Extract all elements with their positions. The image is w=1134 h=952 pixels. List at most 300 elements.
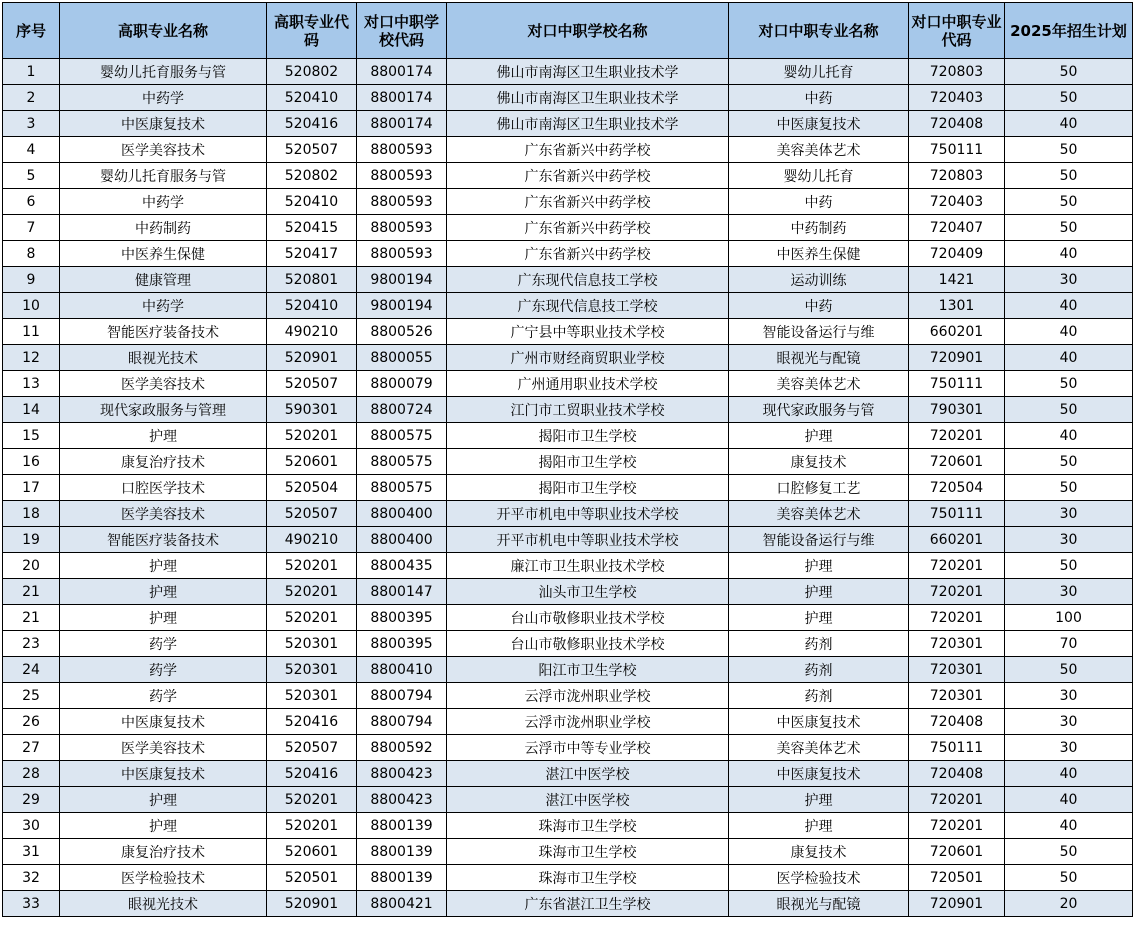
cell-plan-2025[interactable]: 30: [1005, 683, 1133, 709]
cell-index[interactable]: 19: [3, 527, 60, 553]
cell-index[interactable]: 16: [3, 449, 60, 475]
cell-hv-major-code[interactable]: 520201: [267, 605, 357, 631]
cell-sv-major-name[interactable]: 婴幼儿托育: [729, 163, 909, 189]
header-cell-index[interactable]: 序号: [3, 3, 60, 59]
cell-plan-2025[interactable]: 50: [1005, 137, 1133, 163]
cell-plan-2025[interactable]: 50: [1005, 657, 1133, 683]
cell-school-name[interactable]: 珠海市卫生学校: [447, 865, 729, 891]
cell-hv-major-name[interactable]: 药学: [60, 657, 267, 683]
cell-index[interactable]: 15: [3, 423, 60, 449]
cell-hv-major-name[interactable]: 医学美容技术: [60, 735, 267, 761]
cell-sv-major-name[interactable]: 护理: [729, 787, 909, 813]
cell-index[interactable]: 21: [3, 579, 60, 605]
table-row: [3, 735, 1133, 761]
cell-sv-major-name[interactable]: 眼视光与配镜: [729, 891, 909, 917]
cell-sv-major-code[interactable]: 720901: [909, 891, 1005, 917]
cell-school-name[interactable]: 广东省新兴中药学校: [447, 189, 729, 215]
table-row: [3, 605, 1133, 631]
cell-sv-major-code[interactable]: 720201: [909, 579, 1005, 605]
cell-sv-major-name[interactable]: 药剂: [729, 657, 909, 683]
table-row: [3, 293, 1133, 319]
cell-plan-2025[interactable]: 50: [1005, 865, 1133, 891]
cell-hv-major-code[interactable]: 520410: [267, 189, 357, 215]
cell-sv-major-name[interactable]: 美容美体艺术: [729, 501, 909, 527]
cell-hv-major-code[interactable]: 520501: [267, 865, 357, 891]
cell-index[interactable]: 24: [3, 657, 60, 683]
cell-sv-major-code[interactable]: 720301: [909, 683, 1005, 709]
table-row: [3, 579, 1133, 605]
cell-sv-major-name[interactable]: 智能设备运行与维: [729, 319, 909, 345]
cell-school-code[interactable]: 8800423: [357, 761, 447, 787]
cell-sv-major-name[interactable]: 药剂: [729, 631, 909, 657]
cell-school-name[interactable]: 湛江中医学校: [447, 761, 729, 787]
cell-plan-2025[interactable]: 30: [1005, 709, 1133, 735]
cell-hv-major-name[interactable]: 中药学: [60, 85, 267, 111]
cell-hv-major-code[interactable]: 520201: [267, 787, 357, 813]
cell-sv-major-code[interactable]: 1301: [909, 293, 1005, 319]
cell-school-name[interactable]: 广东省新兴中药学校: [447, 163, 729, 189]
cell-school-name[interactable]: 开平市机电中等职业技术学校: [447, 501, 729, 527]
cell-hv-major-name[interactable]: 中药学: [60, 293, 267, 319]
cell-sv-major-name[interactable]: 中医养生保健: [729, 241, 909, 267]
cell-hv-major-name[interactable]: 眼视光技术: [60, 891, 267, 917]
cell-hv-major-code[interactable]: 490210: [267, 319, 357, 345]
cell-index[interactable]: 4: [3, 137, 60, 163]
cell-sv-major-code[interactable]: 720408: [909, 111, 1005, 137]
cell-school-code[interactable]: 8800575: [357, 449, 447, 475]
cell-school-code[interactable]: 8800400: [357, 501, 447, 527]
cell-plan-2025[interactable]: 50: [1005, 475, 1133, 501]
cell-index[interactable]: 11: [3, 319, 60, 345]
cell-school-name[interactable]: 湛江中医学校: [447, 787, 729, 813]
cell-index[interactable]: 13: [3, 371, 60, 397]
cell-school-code[interactable]: 8800575: [357, 475, 447, 501]
cell-plan-2025[interactable]: 40: [1005, 345, 1133, 371]
cell-sv-major-name[interactable]: 护理: [729, 605, 909, 631]
table-row: [3, 865, 1133, 891]
cell-plan-2025[interactable]: 50: [1005, 371, 1133, 397]
cell-index[interactable]: 29: [3, 787, 60, 813]
header-cell-sv-major-code[interactable]: 对口中职专业代码: [909, 3, 1005, 59]
cell-hv-major-code[interactable]: 520416: [267, 761, 357, 787]
cell-school-name[interactable]: 台山市敬修职业技术学校: [447, 631, 729, 657]
header-cell-plan-2025[interactable]: 2025年招生计划: [1005, 3, 1133, 59]
cell-sv-major-name[interactable]: 中医康复技术: [729, 761, 909, 787]
cell-plan-2025[interactable]: 50: [1005, 839, 1133, 865]
cell-sv-major-code[interactable]: 720901: [909, 345, 1005, 371]
cell-index[interactable]: 18: [3, 501, 60, 527]
cell-sv-major-name[interactable]: 美容美体艺术: [729, 735, 909, 761]
table-body: [3, 59, 1133, 917]
cell-school-name[interactable]: 揭阳市卫生学校: [447, 475, 729, 501]
table-row: [3, 631, 1133, 657]
cell-sv-major-code[interactable]: 720504: [909, 475, 1005, 501]
cell-sv-major-code[interactable]: 720601: [909, 839, 1005, 865]
cell-sv-major-name[interactable]: 运动训练: [729, 267, 909, 293]
cell-plan-2025[interactable]: 40: [1005, 293, 1133, 319]
cell-school-code[interactable]: 9800194: [357, 293, 447, 319]
cell-index[interactable]: 27: [3, 735, 60, 761]
cell-plan-2025[interactable]: 40: [1005, 241, 1133, 267]
cell-index[interactable]: 26: [3, 709, 60, 735]
cell-index[interactable]: 21: [3, 605, 60, 631]
cell-sv-major-name[interactable]: 现代家政服务与管: [729, 397, 909, 423]
cell-hv-major-name[interactable]: 康复治疗技术: [60, 449, 267, 475]
cell-school-name[interactable]: 廉江市卫生职业技术学校: [447, 553, 729, 579]
table-row: [3, 787, 1133, 813]
cell-sv-major-name[interactable]: 眼视光与配镜: [729, 345, 909, 371]
cell-school-code[interactable]: 8800147: [357, 579, 447, 605]
cell-plan-2025[interactable]: 40: [1005, 813, 1133, 839]
table-row: [3, 345, 1133, 371]
cell-school-code[interactable]: 8800526: [357, 319, 447, 345]
cell-school-name[interactable]: 汕头市卫生学校: [447, 579, 729, 605]
cell-school-name[interactable]: 阳江市卫生学校: [447, 657, 729, 683]
cell-sv-major-code[interactable]: 720803: [909, 59, 1005, 85]
cell-school-name[interactable]: 揭阳市卫生学校: [447, 423, 729, 449]
cell-plan-2025[interactable]: 50: [1005, 85, 1133, 111]
cell-school-code[interactable]: 8800174: [357, 59, 447, 85]
cell-plan-2025[interactable]: 40: [1005, 423, 1133, 449]
cell-hv-major-name[interactable]: 护理: [60, 553, 267, 579]
cell-sv-major-code[interactable]: 720501: [909, 865, 1005, 891]
cell-hv-major-code[interactable]: 520415: [267, 215, 357, 241]
cell-sv-major-name[interactable]: 中医康复技术: [729, 111, 909, 137]
cell-plan-2025[interactable]: 50: [1005, 59, 1133, 85]
cell-index[interactable]: 10: [3, 293, 60, 319]
table-row: [3, 111, 1133, 137]
cell-school-code[interactable]: 8800421: [357, 891, 447, 917]
cell-hv-major-code[interactable]: 520417: [267, 241, 357, 267]
cell-index[interactable]: 12: [3, 345, 60, 371]
cell-sv-major-name[interactable]: 护理: [729, 579, 909, 605]
cell-sv-major-code[interactable]: 720803: [909, 163, 1005, 189]
cell-hv-major-code[interactable]: 590301: [267, 397, 357, 423]
cell-school-name[interactable]: 广东现代信息技工学校: [447, 293, 729, 319]
table-row: [3, 813, 1133, 839]
cell-hv-major-name[interactable]: 医学美容技术: [60, 371, 267, 397]
enrollment-table: [2, 2, 1133, 917]
cell-plan-2025[interactable]: 40: [1005, 787, 1133, 813]
cell-hv-major-name[interactable]: 医学美容技术: [60, 137, 267, 163]
cell-school-code[interactable]: 8800592: [357, 735, 447, 761]
cell-hv-major-name[interactable]: 智能医疗装备技术: [60, 319, 267, 345]
cell-sv-major-code[interactable]: 720301: [909, 657, 1005, 683]
cell-school-code[interactable]: 8800575: [357, 423, 447, 449]
cell-sv-major-name[interactable]: 护理: [729, 423, 909, 449]
table-row: [3, 163, 1133, 189]
cell-sv-major-code[interactable]: 720408: [909, 709, 1005, 735]
cell-hv-major-code[interactable]: 520507: [267, 371, 357, 397]
cell-school-code[interactable]: 8800593: [357, 137, 447, 163]
cell-sv-major-name[interactable]: 婴幼儿托育: [729, 59, 909, 85]
cell-sv-major-name[interactable]: 智能设备运行与维: [729, 527, 909, 553]
cell-sv-major-code[interactable]: 720201: [909, 423, 1005, 449]
cell-hv-major-code[interactable]: 520301: [267, 683, 357, 709]
cell-school-name[interactable]: 广东现代信息技工学校: [447, 267, 729, 293]
cell-school-name[interactable]: 江门市工贸职业技术学校: [447, 397, 729, 423]
cell-school-code[interactable]: 8800055: [357, 345, 447, 371]
table-row: [3, 709, 1133, 735]
cell-plan-2025[interactable]: 40: [1005, 761, 1133, 787]
header-cell-school-code[interactable]: 对口中职学校代码: [357, 3, 447, 59]
cell-school-name[interactable]: 开平市机电中等职业技术学校: [447, 527, 729, 553]
table-row: [3, 137, 1133, 163]
cell-hv-major-name[interactable]: 眼视光技术: [60, 345, 267, 371]
table-row: [3, 475, 1133, 501]
cell-hv-major-name[interactable]: 护理: [60, 787, 267, 813]
cell-plan-2025[interactable]: 50: [1005, 449, 1133, 475]
cell-index[interactable]: 23: [3, 631, 60, 657]
header-cell-hv-major-name[interactable]: 高职专业名称: [60, 3, 267, 59]
cell-school-name[interactable]: 广东省新兴中药学校: [447, 137, 729, 163]
cell-sv-major-name[interactable]: 护理: [729, 553, 909, 579]
cell-plan-2025[interactable]: 70: [1005, 631, 1133, 657]
cell-hv-major-code[interactable]: 520201: [267, 553, 357, 579]
cell-hv-major-name[interactable]: 婴幼儿托育服务与管: [60, 163, 267, 189]
cell-index[interactable]: 1: [3, 59, 60, 85]
cell-sv-major-name[interactable]: 美容美体艺术: [729, 137, 909, 163]
cell-hv-major-code[interactable]: 520507: [267, 137, 357, 163]
cell-sv-major-code[interactable]: 720403: [909, 189, 1005, 215]
cell-school-code[interactable]: 8800593: [357, 215, 447, 241]
cell-sv-major-code[interactable]: 720403: [909, 85, 1005, 111]
cell-school-code[interactable]: 8800794: [357, 709, 447, 735]
table-row: [3, 553, 1133, 579]
cell-index[interactable]: 7: [3, 215, 60, 241]
table-row: [3, 215, 1133, 241]
cell-hv-major-code[interactable]: 520507: [267, 501, 357, 527]
cell-school-code[interactable]: 8800400: [357, 527, 447, 553]
cell-school-code[interactable]: 8800593: [357, 189, 447, 215]
cell-school-name[interactable]: 云浮市泷州职业学校: [447, 683, 729, 709]
table-row: [3, 371, 1133, 397]
cell-hv-major-code[interactable]: 520301: [267, 657, 357, 683]
cell-hv-major-code[interactable]: 520410: [267, 85, 357, 111]
cell-sv-major-code[interactable]: 1421: [909, 267, 1005, 293]
cell-school-name[interactable]: 云浮市中等专业学校: [447, 735, 729, 761]
cell-sv-major-code[interactable]: 660201: [909, 319, 1005, 345]
cell-sv-major-code[interactable]: 720409: [909, 241, 1005, 267]
cell-sv-major-name[interactable]: 中药: [729, 293, 909, 319]
cell-sv-major-code[interactable]: 720201: [909, 813, 1005, 839]
cell-school-code[interactable]: 8800139: [357, 839, 447, 865]
cell-hv-major-code[interactable]: 520802: [267, 59, 357, 85]
cell-index[interactable]: 33: [3, 891, 60, 917]
cell-plan-2025[interactable]: 50: [1005, 397, 1133, 423]
cell-hv-major-name[interactable]: 中药制药: [60, 215, 267, 241]
cell-plan-2025[interactable]: 30: [1005, 267, 1133, 293]
cell-hv-major-name[interactable]: 护理: [60, 605, 267, 631]
cell-plan-2025[interactable]: 50: [1005, 215, 1133, 241]
cell-plan-2025[interactable]: 30: [1005, 501, 1133, 527]
cell-plan-2025[interactable]: 40: [1005, 111, 1133, 137]
cell-sv-major-name[interactable]: 护理: [729, 813, 909, 839]
cell-sv-major-name[interactable]: 中医康复技术: [729, 709, 909, 735]
cell-plan-2025[interactable]: 50: [1005, 163, 1133, 189]
cell-school-code[interactable]: 8800139: [357, 813, 447, 839]
cell-index[interactable]: 6: [3, 189, 60, 215]
header-cell-school-name[interactable]: 对口中职学校名称: [447, 3, 729, 59]
cell-index[interactable]: 3: [3, 111, 60, 137]
cell-school-name[interactable]: 广州通用职业技术学校: [447, 371, 729, 397]
cell-hv-major-code[interactable]: 520201: [267, 423, 357, 449]
cell-sv-major-code[interactable]: 790301: [909, 397, 1005, 423]
cell-hv-major-name[interactable]: 中医养生保健: [60, 241, 267, 267]
cell-hv-major-name[interactable]: 医学美容技术: [60, 501, 267, 527]
cell-hv-major-name[interactable]: 中医康复技术: [60, 761, 267, 787]
cell-sv-major-code[interactable]: 720408: [909, 761, 1005, 787]
cell-school-name[interactable]: 珠海市卫生学校: [447, 813, 729, 839]
cell-hv-major-name[interactable]: 药学: [60, 683, 267, 709]
cell-school-code[interactable]: 8800079: [357, 371, 447, 397]
cell-sv-major-code[interactable]: 660201: [909, 527, 1005, 553]
cell-sv-major-name[interactable]: 康复技术: [729, 839, 909, 865]
cell-school-code[interactable]: 8800410: [357, 657, 447, 683]
cell-plan-2025[interactable]: 100: [1005, 605, 1133, 631]
cell-hv-major-code[interactable]: 520410: [267, 293, 357, 319]
cell-hv-major-code[interactable]: 520601: [267, 449, 357, 475]
cell-index[interactable]: 5: [3, 163, 60, 189]
cell-sv-major-code[interactable]: 750111: [909, 371, 1005, 397]
cell-school-name[interactable]: 揭阳市卫生学校: [447, 449, 729, 475]
cell-school-name[interactable]: 台山市敬修职业技术学校: [447, 605, 729, 631]
cell-hv-major-name[interactable]: 护理: [60, 813, 267, 839]
cell-school-code[interactable]: 8800724: [357, 397, 447, 423]
cell-hv-major-name[interactable]: 智能医疗装备技术: [60, 527, 267, 553]
cell-hv-major-name[interactable]: 婴幼儿托育服务与管: [60, 59, 267, 85]
cell-sv-major-name[interactable]: 中药制药: [729, 215, 909, 241]
cell-school-name[interactable]: 佛山市南海区卫生职业技术学: [447, 85, 729, 111]
cell-hv-major-code[interactable]: 490210: [267, 527, 357, 553]
cell-school-code[interactable]: 8800593: [357, 241, 447, 267]
cell-school-name[interactable]: 广东省新兴中药学校: [447, 241, 729, 267]
cell-hv-major-name[interactable]: 药学: [60, 631, 267, 657]
cell-school-code[interactable]: 9800194: [357, 267, 447, 293]
table-row: [3, 397, 1133, 423]
table-row: [3, 189, 1133, 215]
cell-hv-major-name[interactable]: 中医康复技术: [60, 709, 267, 735]
cell-school-name[interactable]: 广东省湛江卫生学校: [447, 891, 729, 917]
cell-index[interactable]: 30: [3, 813, 60, 839]
cell-plan-2025[interactable]: 30: [1005, 579, 1133, 605]
cell-sv-major-code[interactable]: 750111: [909, 735, 1005, 761]
cell-hv-major-code[interactable]: 520507: [267, 735, 357, 761]
cell-plan-2025[interactable]: 30: [1005, 527, 1133, 553]
cell-hv-major-name[interactable]: 中医康复技术: [60, 111, 267, 137]
cell-hv-major-code[interactable]: 520504: [267, 475, 357, 501]
cell-sv-major-name[interactable]: 口腔修复工艺: [729, 475, 909, 501]
cell-hv-major-code[interactable]: 520201: [267, 579, 357, 605]
cell-school-code[interactable]: 8800139: [357, 865, 447, 891]
cell-hv-major-code[interactable]: 520416: [267, 709, 357, 735]
header-cell-hv-major-code[interactable]: 高职专业代码: [267, 3, 357, 59]
cell-school-code[interactable]: 8800593: [357, 163, 447, 189]
cell-index[interactable]: 28: [3, 761, 60, 787]
cell-hv-major-name[interactable]: 口腔医学技术: [60, 475, 267, 501]
cell-school-name[interactable]: 广宁县中等职业技术学校: [447, 319, 729, 345]
cell-school-code[interactable]: 8800794: [357, 683, 447, 709]
cell-plan-2025[interactable]: 20: [1005, 891, 1133, 917]
cell-plan-2025[interactable]: 50: [1005, 553, 1133, 579]
cell-school-name[interactable]: 珠海市卫生学校: [447, 839, 729, 865]
cell-hv-major-code[interactable]: 520301: [267, 631, 357, 657]
table-row: [3, 839, 1133, 865]
cell-index[interactable]: 25: [3, 683, 60, 709]
cell-hv-major-name[interactable]: 中药学: [60, 189, 267, 215]
cell-index[interactable]: 31: [3, 839, 60, 865]
cell-hv-major-name[interactable]: 现代家政服务与管理: [60, 397, 267, 423]
cell-plan-2025[interactable]: 40: [1005, 319, 1133, 345]
cell-sv-major-code[interactable]: 750111: [909, 501, 1005, 527]
cell-hv-major-code[interactable]: 520416: [267, 111, 357, 137]
cell-index[interactable]: 2: [3, 85, 60, 111]
header-cell-sv-major-name[interactable]: 对口中职专业名称: [729, 3, 909, 59]
cell-school-name[interactable]: 佛山市南海区卫生职业技术学: [447, 59, 729, 85]
cell-plan-2025[interactable]: 30: [1005, 735, 1133, 761]
cell-hv-major-code[interactable]: 520901: [267, 345, 357, 371]
cell-school-name[interactable]: 佛山市南海区卫生职业技术学: [447, 111, 729, 137]
cell-school-name[interactable]: 广东省新兴中药学校: [447, 215, 729, 241]
cell-school-code[interactable]: 8800395: [357, 605, 447, 631]
table-row: [3, 85, 1133, 111]
table-row: [3, 449, 1133, 475]
cell-hv-major-name[interactable]: 医学检验技术: [60, 865, 267, 891]
cell-sv-major-name[interactable]: 美容美体艺术: [729, 371, 909, 397]
cell-sv-major-code[interactable]: 720601: [909, 449, 1005, 475]
cell-hv-major-code[interactable]: 520901: [267, 891, 357, 917]
cell-sv-major-code[interactable]: 720201: [909, 605, 1005, 631]
cell-school-name[interactable]: 广州市财经商贸职业学校: [447, 345, 729, 371]
cell-hv-major-code[interactable]: 520801: [267, 267, 357, 293]
cell-sv-major-code[interactable]: 720301: [909, 631, 1005, 657]
cell-hv-major-name[interactable]: 健康管理: [60, 267, 267, 293]
cell-sv-major-name[interactable]: 中药: [729, 85, 909, 111]
cell-school-code[interactable]: 8800395: [357, 631, 447, 657]
cell-index[interactable]: 9: [3, 267, 60, 293]
cell-sv-major-code[interactable]: 720407: [909, 215, 1005, 241]
table-row: [3, 267, 1133, 293]
cell-school-name[interactable]: 云浮市泷州职业学校: [447, 709, 729, 735]
cell-sv-major-name[interactable]: 中药: [729, 189, 909, 215]
cell-school-code[interactable]: 8800423: [357, 787, 447, 813]
cell-hv-major-name[interactable]: 护理: [60, 579, 267, 605]
cell-hv-major-name[interactable]: 护理: [60, 423, 267, 449]
cell-school-code[interactable]: 8800435: [357, 553, 447, 579]
cell-sv-major-name[interactable]: 药剂: [729, 683, 909, 709]
cell-sv-major-name[interactable]: 医学检验技术: [729, 865, 909, 891]
cell-sv-major-name[interactable]: 康复技术: [729, 449, 909, 475]
cell-index[interactable]: 14: [3, 397, 60, 423]
cell-index[interactable]: 8: [3, 241, 60, 267]
cell-school-code[interactable]: 8800174: [357, 85, 447, 111]
cell-hv-major-name[interactable]: 康复治疗技术: [60, 839, 267, 865]
table-row: [3, 761, 1133, 787]
cell-school-code[interactable]: 8800174: [357, 111, 447, 137]
table-row: [3, 657, 1133, 683]
cell-hv-major-code[interactable]: 520601: [267, 839, 357, 865]
cell-plan-2025[interactable]: 50: [1005, 189, 1133, 215]
cell-hv-major-code[interactable]: 520802: [267, 163, 357, 189]
cell-sv-major-code[interactable]: 750111: [909, 137, 1005, 163]
cell-sv-major-code[interactable]: 720201: [909, 787, 1005, 813]
cell-index[interactable]: 20: [3, 553, 60, 579]
table-row: [3, 527, 1133, 553]
cell-index[interactable]: 32: [3, 865, 60, 891]
cell-index[interactable]: 17: [3, 475, 60, 501]
cell-sv-major-code[interactable]: 720201: [909, 553, 1005, 579]
cell-hv-major-code[interactable]: 520201: [267, 813, 357, 839]
